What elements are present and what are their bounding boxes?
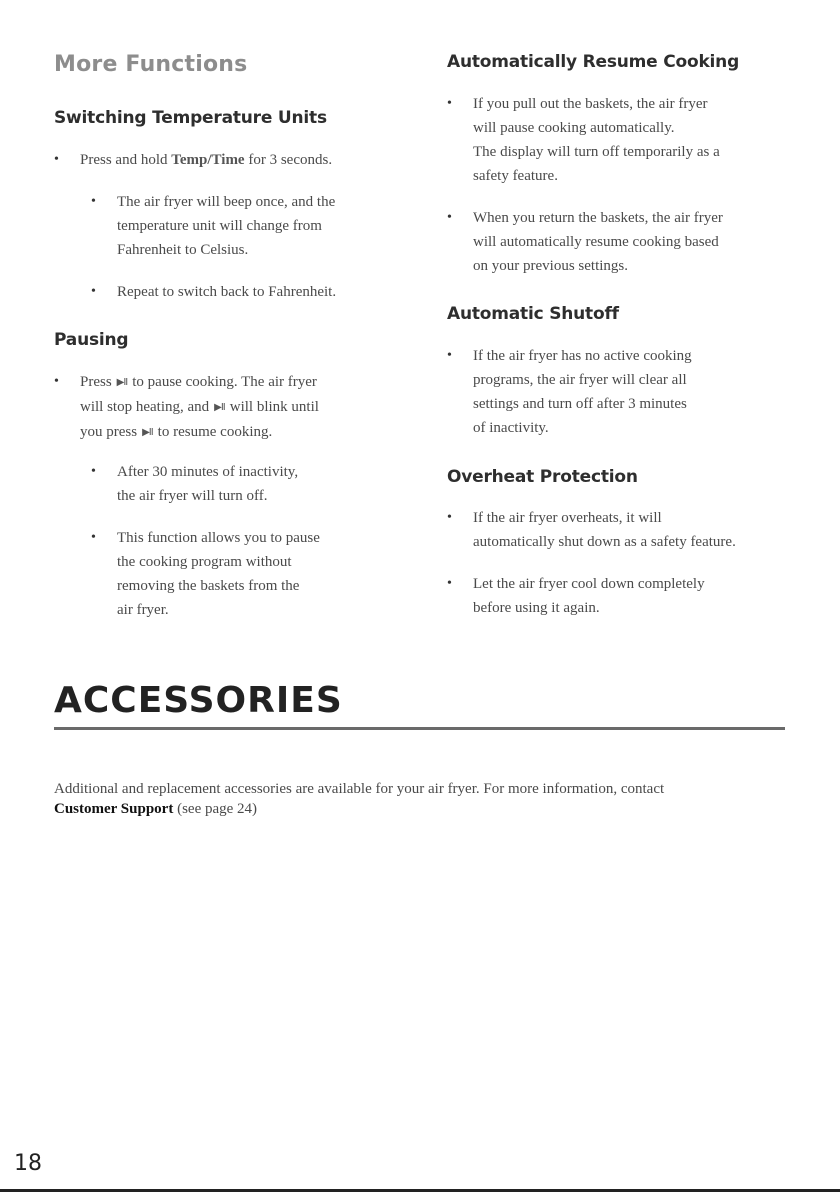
text-line: This function allows you to pause [117, 530, 320, 546]
bullet-icon: • [91, 194, 96, 209]
text-line: If you pull out the baskets, the air fryer [473, 96, 708, 112]
text-line: removing the baskets from the [117, 578, 300, 594]
list-item-cool-down [447, 572, 705, 620]
heading-pausing: Pausing [54, 330, 129, 350]
heading-switching-temperature-units: Switching Temperature Units [54, 108, 327, 128]
text-line: the cooking program without [117, 554, 292, 570]
play-pause-icon: ▶II [116, 377, 128, 388]
heading-automatic-shutoff: Automatic Shutoff [447, 304, 619, 324]
play-pause-icon: ▶II [214, 402, 225, 413]
text-line: Fahrenheit to Celsius. [117, 242, 249, 258]
text-temp-time: Temp/Time [171, 152, 245, 168]
bullet-icon: • [91, 530, 96, 545]
text-line: Let the air fryer cool down completely [473, 576, 705, 592]
text-line: Repeat to switch back to Fahrenheit. [117, 284, 337, 300]
play-pause-icon: ▶II [142, 427, 153, 438]
page-number: 18 [14, 1151, 42, 1176]
text-line: safety feature. [473, 168, 558, 184]
section-title-accessories: ACCESSORIES [54, 680, 343, 721]
text-line: Press ▶II to pause cooking. The air fryer [80, 374, 317, 390]
bullet-icon: • [447, 210, 452, 225]
text-line: you press ▶II to resume cooking. [80, 424, 273, 440]
bullet-icon: • [447, 576, 452, 591]
list-item-beep-once [91, 190, 336, 262]
text-line: When you return the baskets, the air fryer [473, 210, 723, 226]
list-item-pause-function [91, 526, 320, 622]
bullet-icon: • [447, 510, 452, 525]
bullet-icon: • [447, 348, 452, 363]
text-line: settings and turn off after 3 minutes [473, 396, 687, 412]
heading-overheat-protection: Overheat Protection [447, 467, 638, 487]
text-line: After 30 minutes of inactivity, [117, 464, 299, 480]
text-line: on your previous settings. [473, 258, 628, 274]
text-line: will automatically resume cooking based [473, 234, 719, 250]
text-line: The air fryer will beep once, and the [117, 194, 336, 210]
see-page-text: (see page 24) [173, 801, 258, 817]
list-item-press-hold [54, 148, 333, 172]
text-line: will stop heating, and ▶II will blink until [80, 399, 319, 415]
bullet-icon: • [54, 152, 59, 167]
accessories-paragraph [54, 779, 794, 819]
list-item-overheats [447, 506, 736, 554]
text-line: of inactivity. [473, 420, 549, 436]
list-item-repeat [91, 280, 337, 304]
text-line [54, 799, 794, 819]
heading-automatically-resume-cooking: Automatically Resume Cooking [447, 52, 740, 72]
list-item-return-baskets [447, 206, 723, 278]
text-line: automatically shut down as a safety feature. [473, 534, 736, 550]
text-line: The display will turn off temporarily as a [473, 144, 720, 160]
text-line: the air fryer will turn off. [117, 488, 268, 504]
section-title-more-functions: More Functions [54, 52, 248, 77]
text-line: temperature unit will change from [117, 218, 322, 234]
text-line: before using it again. [473, 600, 600, 616]
bullet-icon: • [54, 374, 59, 389]
text-line: If the air fryer has no active cooking [473, 348, 692, 364]
text-press-hold-post: for 3 seconds. [244, 152, 333, 168]
text-press-hold-pre: Press and hold [80, 152, 172, 168]
text-line: air fryer. [117, 602, 169, 618]
customer-support-label: Customer Support [54, 801, 174, 817]
list-item-no-active-programs [447, 344, 692, 440]
bullet-icon: • [447, 96, 452, 111]
bullet-icon: • [91, 284, 96, 299]
text-line: If the air fryer overheats, it will [473, 510, 662, 526]
text-line: Additional and replacement accessories are available for your air fryer. For more information, contact [54, 781, 665, 797]
list-item-pull-out-baskets [447, 92, 720, 188]
section-divider [54, 727, 785, 730]
text-line: programs, the air fryer will clear all [473, 372, 687, 388]
bullet-icon: • [91, 464, 96, 479]
list-item-press-pause [54, 370, 319, 445]
list-item-inactivity [91, 460, 299, 508]
text-line: will pause cooking automatically. [473, 120, 675, 136]
